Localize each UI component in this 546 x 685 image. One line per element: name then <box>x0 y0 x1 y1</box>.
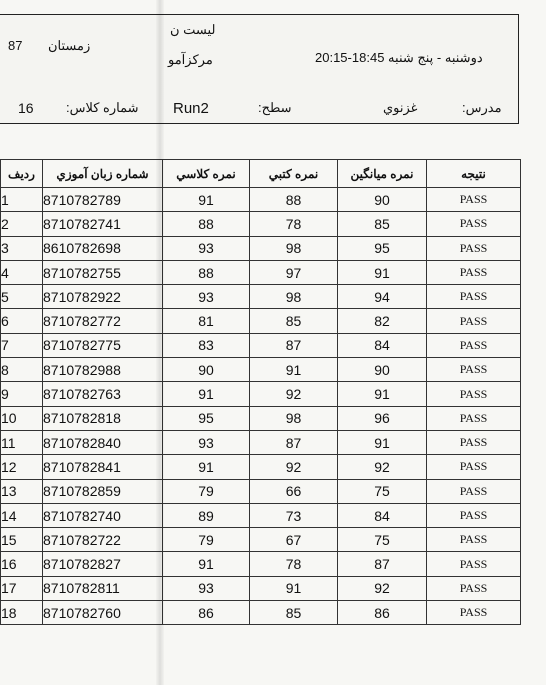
result-cell: PASS <box>427 406 521 430</box>
row-number-cell: 11 <box>1 430 43 454</box>
class-score-cell: 89 <box>163 503 250 527</box>
written-score-cell: 92 <box>250 382 338 406</box>
student-id-cell: 8710782988 <box>43 358 163 382</box>
table-row <box>1 333 521 357</box>
class-score-cell: 91 <box>163 188 250 212</box>
row-number-cell: 1 <box>1 188 43 212</box>
student-id-cell: 8710782760 <box>43 601 163 625</box>
paper-fold <box>156 0 164 685</box>
student-id-cell: 8710782859 <box>43 479 163 503</box>
row-number-cell: 10 <box>1 406 43 430</box>
row-number-cell: 15 <box>1 528 43 552</box>
row-number-cell: 6 <box>1 309 43 333</box>
row-number-cell: 2 <box>1 212 43 236</box>
row-number-cell: 4 <box>1 260 43 284</box>
result-cell: PASS <box>427 188 521 212</box>
class-score-cell: 88 <box>163 260 250 284</box>
table-row <box>1 236 521 260</box>
average-score-cell: 92 <box>338 455 427 479</box>
result-cell: PASS <box>427 260 521 284</box>
result-cell: PASS <box>427 552 521 576</box>
result-cell: PASS <box>427 358 521 382</box>
result-cell: PASS <box>427 309 521 333</box>
written-score-cell: 97 <box>250 260 338 284</box>
student-id-cell: 8710782755 <box>43 260 163 284</box>
written-score-cell: 67 <box>250 528 338 552</box>
student-id-cell: 8710782740 <box>43 503 163 527</box>
row-number-cell: 17 <box>1 576 43 600</box>
table-row <box>1 188 521 212</box>
class-score-cell: 86 <box>163 601 250 625</box>
written-score-cell: 85 <box>250 601 338 625</box>
class-score-cell: 79 <box>163 528 250 552</box>
row-number-cell: 12 <box>1 455 43 479</box>
class-score-cell: 79 <box>163 479 250 503</box>
result-cell: PASS <box>427 576 521 600</box>
written-score-cell: 91 <box>250 576 338 600</box>
table-row <box>1 552 521 576</box>
average-score-cell: 87 <box>338 552 427 576</box>
average-score-cell: 95 <box>338 236 427 260</box>
result-cell: PASS <box>427 333 521 357</box>
row-number-cell: 7 <box>1 333 43 357</box>
result-cell: PASS <box>427 503 521 527</box>
student-id-cell: 8710782827 <box>43 552 163 576</box>
result-cell: PASS <box>427 430 521 454</box>
level-value: Run2 <box>173 100 209 117</box>
row-number-cell: 3 <box>1 236 43 260</box>
class-score-cell: 83 <box>163 333 250 357</box>
row-number-cell: 8 <box>1 358 43 382</box>
table-row <box>1 601 521 625</box>
class-score-cell: 93 <box>163 430 250 454</box>
table-header-row <box>1 160 521 188</box>
table-row <box>1 479 521 503</box>
written-score-cell: 88 <box>250 188 338 212</box>
average-score-cell: 94 <box>338 285 427 309</box>
student-id-cell: 8710782741 <box>43 212 163 236</box>
average-score-cell: 90 <box>338 358 427 382</box>
table-row <box>1 309 521 333</box>
table-row <box>1 212 521 236</box>
row-number-cell: 13 <box>1 479 43 503</box>
teacher-name: غزنوي <box>383 100 418 115</box>
written-score-cell: 87 <box>250 333 338 357</box>
row-number-cell: 14 <box>1 503 43 527</box>
term-code: 87 <box>8 38 23 53</box>
average-score-cell: 96 <box>338 406 427 430</box>
row-number-cell: 16 <box>1 552 43 576</box>
class-number-label: شماره کلاس: <box>66 100 139 115</box>
average-score-cell: 82 <box>338 309 427 333</box>
written-score-cell: 98 <box>250 285 338 309</box>
class-score-cell: 88 <box>163 212 250 236</box>
col-header-written-score: نمره کتبي <box>250 160 338 188</box>
student-id-cell: 8610782698 <box>43 236 163 260</box>
average-score-cell: 91 <box>338 382 427 406</box>
table-row <box>1 576 521 600</box>
student-id-cell: 8710782818 <box>43 406 163 430</box>
student-id-cell: 8710782772 <box>43 309 163 333</box>
written-score-cell: 87 <box>250 430 338 454</box>
student-id-cell: 8710782840 <box>43 430 163 454</box>
student-id-cell: 8710782789 <box>43 188 163 212</box>
result-cell: PASS <box>427 528 521 552</box>
row-number-cell: 5 <box>1 285 43 309</box>
student-id-cell: 8710782922 <box>43 285 163 309</box>
written-score-cell: 66 <box>250 479 338 503</box>
average-score-cell: 84 <box>338 503 427 527</box>
class-score-cell: 91 <box>163 455 250 479</box>
class-score-cell: 93 <box>163 576 250 600</box>
level-label: سطح: <box>258 100 292 115</box>
result-cell: PASS <box>427 212 521 236</box>
table-row <box>1 382 521 406</box>
col-header-class-score: نمره کلاسي <box>163 160 250 188</box>
table-row <box>1 260 521 284</box>
average-score-cell: 91 <box>338 260 427 284</box>
col-header-row: رديف <box>1 160 43 188</box>
average-score-cell: 75 <box>338 479 427 503</box>
row-number-cell: 18 <box>1 601 43 625</box>
result-cell: PASS <box>427 479 521 503</box>
written-score-cell: 91 <box>250 358 338 382</box>
written-score-cell: 78 <box>250 212 338 236</box>
col-header-result: نتيجه <box>427 160 521 188</box>
table-row <box>1 503 521 527</box>
student-id-cell: 8710782841 <box>43 455 163 479</box>
class-score-cell: 93 <box>163 236 250 260</box>
average-score-cell: 92 <box>338 576 427 600</box>
class-score-cell: 90 <box>163 358 250 382</box>
average-score-cell: 91 <box>338 430 427 454</box>
class-score-cell: 91 <box>163 382 250 406</box>
col-header-average-score: نمره ميانگين <box>338 160 427 188</box>
grades-table <box>0 159 521 625</box>
average-score-cell: 84 <box>338 333 427 357</box>
result-cell: PASS <box>427 285 521 309</box>
written-score-cell: 78 <box>250 552 338 576</box>
table-row <box>1 455 521 479</box>
student-id-cell: 8710782811 <box>43 576 163 600</box>
class-number-value: 16 <box>18 100 34 116</box>
class-score-cell: 81 <box>163 309 250 333</box>
written-score-cell: 73 <box>250 503 338 527</box>
class-score-cell: 93 <box>163 285 250 309</box>
written-score-cell: 92 <box>250 455 338 479</box>
average-score-cell: 85 <box>338 212 427 236</box>
written-score-cell: 98 <box>250 236 338 260</box>
result-cell: PASS <box>427 236 521 260</box>
table-row <box>1 430 521 454</box>
table-row <box>1 358 521 382</box>
result-cell: PASS <box>427 382 521 406</box>
class-score-cell: 95 <box>163 406 250 430</box>
student-id-cell: 8710782775 <box>43 333 163 357</box>
season-label: زمستان <box>48 38 91 53</box>
class-score-cell: 91 <box>163 552 250 576</box>
written-score-cell: 98 <box>250 406 338 430</box>
table-row <box>1 528 521 552</box>
average-score-cell: 90 <box>338 188 427 212</box>
row-number-cell: 9 <box>1 382 43 406</box>
table-row <box>1 285 521 309</box>
average-score-cell: 86 <box>338 601 427 625</box>
result-cell: PASS <box>427 455 521 479</box>
table-row <box>1 406 521 430</box>
student-id-cell: 8710782763 <box>43 382 163 406</box>
average-score-cell: 75 <box>338 528 427 552</box>
page-title: لیست ن <box>170 22 216 37</box>
written-score-cell: 85 <box>250 309 338 333</box>
student-id-cell: 8710782722 <box>43 528 163 552</box>
schedule-text: دوشنبه - پنج شنبه 18:45-20:15 <box>315 50 483 65</box>
teacher-label: مدرس: <box>462 100 502 115</box>
col-header-student-id: شماره زبان آموزي <box>43 160 163 188</box>
center-label: مرکزآمو <box>168 52 213 67</box>
result-cell: PASS <box>427 601 521 625</box>
